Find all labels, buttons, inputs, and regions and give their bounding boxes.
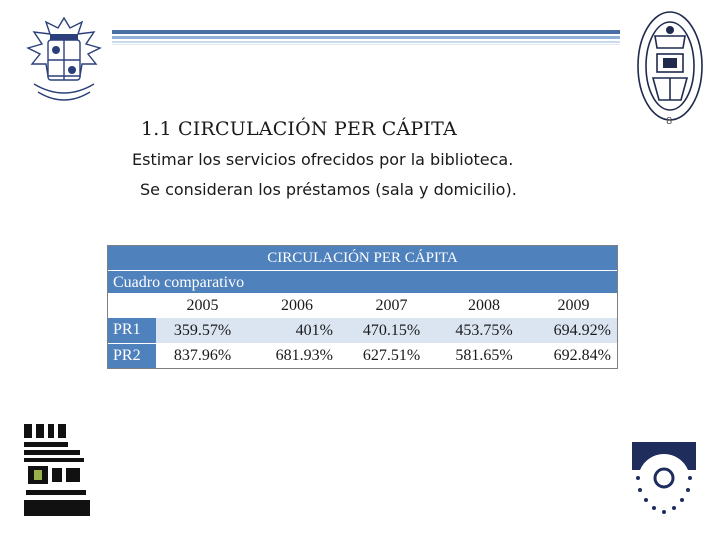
uady-seal-icon [635, 8, 705, 126]
table-cell: 470.15% [345, 318, 438, 343]
subtitle-line-1: Estimar los servicios ofrecidos por la biblioteca. [132, 150, 514, 169]
top-band-line [112, 44, 620, 45]
university-crest-icon [20, 14, 108, 114]
year-2006: 2006 [249, 293, 345, 318]
table-cell: 401% [249, 318, 345, 343]
year-2007: 2007 [345, 293, 438, 318]
year-2008: 2008 [438, 293, 530, 318]
table-cell: 627.51% [345, 343, 438, 368]
table-cell: 681.93% [249, 343, 345, 368]
table-row [108, 318, 617, 343]
xvi-reunion-bibliotecarios-logo-icon [22, 422, 92, 518]
slide-number: 8 [666, 116, 673, 127]
subtitle-line-2: Se consideran los préstamos (sala y domicilio). [140, 180, 517, 199]
table-cell: 581.65% [438, 343, 530, 368]
year-2009: 2009 [530, 293, 617, 318]
table-cell: 453.75% [438, 318, 530, 343]
page-title: 1.1 CIRCULACIÓN PER CÁPITA [141, 118, 457, 140]
table-cell: 837.96% [156, 343, 249, 368]
top-band-line [112, 30, 620, 34]
table-cell: 694.92% [530, 318, 617, 343]
row-label: PR1 [108, 318, 156, 343]
top-band-line [112, 36, 620, 39]
year-2005: 2005 [156, 293, 249, 318]
table-cell: 359.57% [156, 318, 249, 343]
comparison-table [107, 245, 618, 369]
table-row-years [108, 293, 617, 318]
circle-dots-logo-icon [632, 442, 696, 520]
table-body [108, 293, 617, 368]
table-cell: 692.84% [530, 343, 617, 368]
top-band-line [112, 41, 620, 43]
table-header: CIRCULACIÓN PER CÁPITA [108, 246, 617, 270]
row-label: PR2 [108, 343, 156, 368]
table-row [108, 343, 617, 368]
table-cell-empty [108, 293, 156, 318]
table-subheader: Cuadro comparativo [108, 270, 617, 293]
